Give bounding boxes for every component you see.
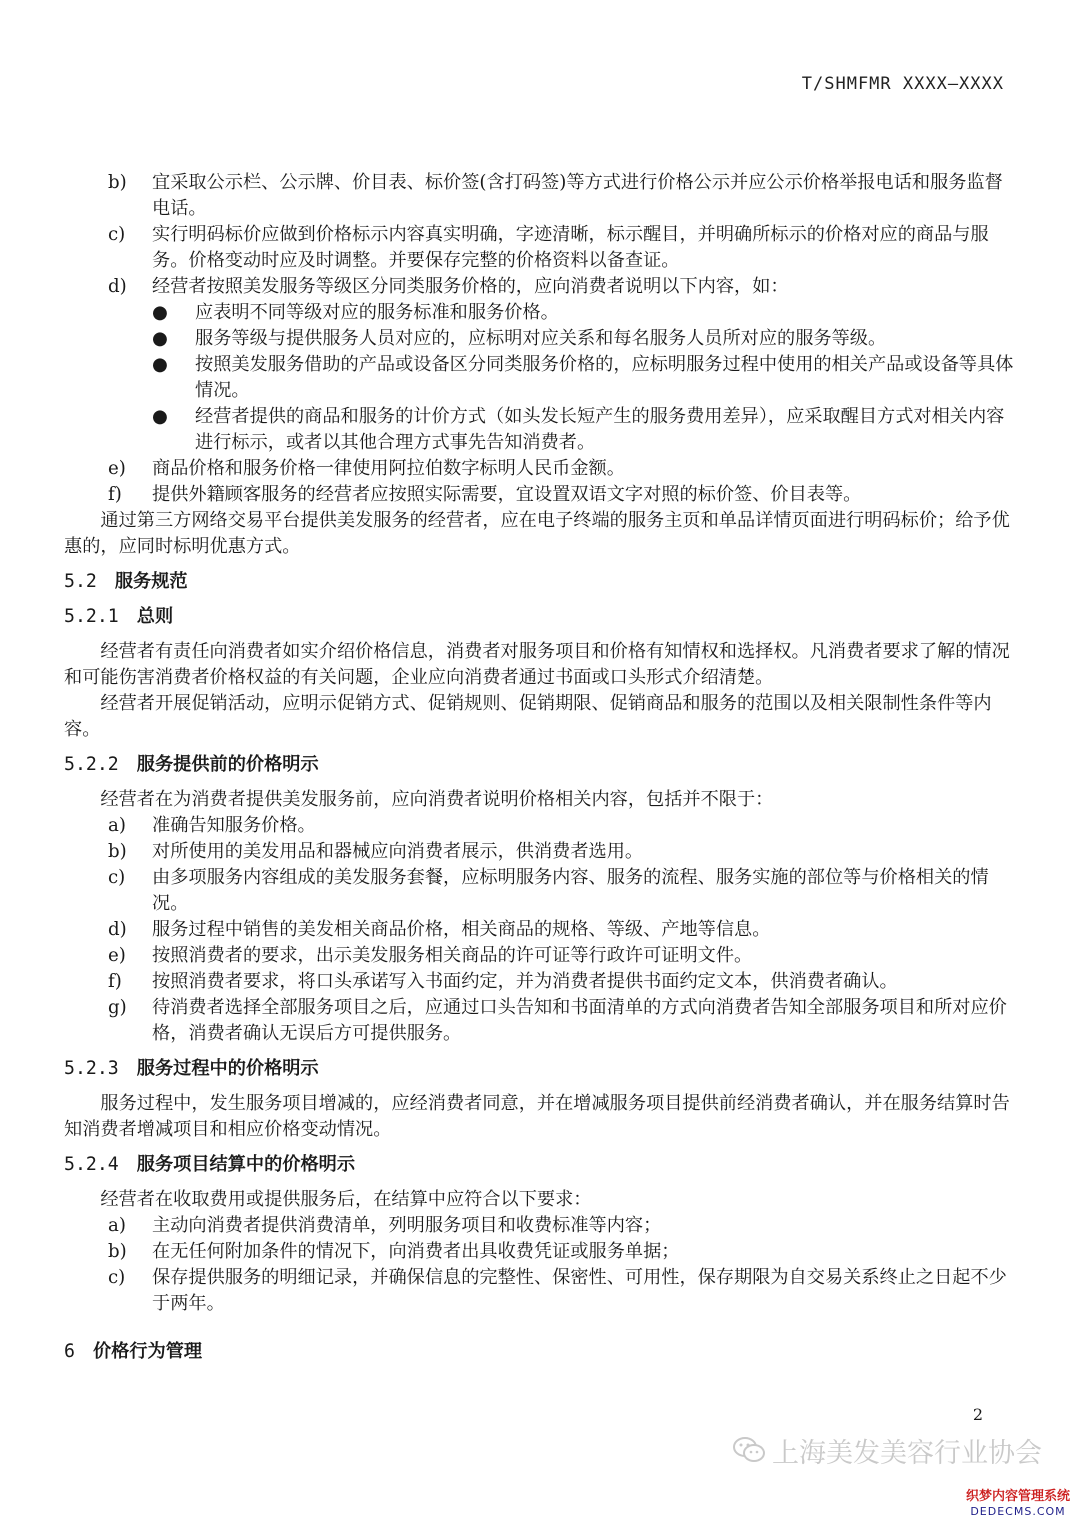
bullet-text: 按照美发服务借助的产品或设备区分同类服务价格的，应标明服务过程中使用的相关产品或设备等具体情况。 [195,354,1014,401]
list-item [64,456,1016,482]
item-text: 保存提供服务的明细记录，并确保信息的完整性、保密性、可用性，保存期限为自交易关系终止之日起不少于两年。 [152,1267,1007,1314]
item-mark: e) [108,945,126,966]
section-heading-5-2-1 [64,604,1016,630]
item-text: 经营者按照美发服务等级区分同类服务价格的，应向消费者说明以下内容，如： [152,276,789,297]
document-code: T/SHMFMR XXXX—XXXX [801,74,1004,94]
paragraph-online-platform: 通过第三方网络交易平台提供美发服务的经营者，应在电子终端的服务主页和单品详情页面进行明码标价；给予优惠的，应同时标明优惠方式。 [64,510,1010,557]
item-text: 由多项服务内容组成的美发服务套餐，应标明服务内容、服务的流程、服务实施的部位等与价格相关的情况。 [152,867,989,914]
bullet-item [64,326,1016,352]
list-item [64,917,1016,943]
item-text: 在无任何附加条件的情况下，向消费者出具收费凭证或服务单据； [152,1241,680,1262]
list-item [64,1265,1016,1317]
section-heading-5-2-2 [64,752,1016,778]
item-mark: f) [108,971,122,992]
item-text: 准确告知服务价格。 [152,815,316,836]
bullet-icon: ● [152,354,168,375]
corner-mark-title: 织梦内容管理系统 [965,1489,1070,1504]
list-item [64,995,1016,1047]
item-text: 服务过程中销售的美发相关商品价格，相关商品的规格、等级、产地等信息。 [152,919,771,940]
section-heading-6 [64,1339,1016,1365]
bullet-item [64,300,1016,326]
list-item [64,865,1016,917]
paragraph: 服务过程中，发生服务项目增减的，应经消费者同意，并在增减服务项目提供前经消费者确认，并在服务结算时告知消费者增减项目和相应价格变动情况。 [64,1093,1010,1140]
list-item [64,943,1016,969]
page-number: 2 [972,1405,983,1424]
item-text: 待消费者选择全部服务项目之后，应通过口头告知和书面清单的方式向消费者告知全部服务项目和所对应价格，消费者确认无误后方可提供服务。 [152,997,1007,1044]
bullet-icon: ● [152,328,168,349]
bullet-item [64,404,1016,456]
item-text: 商品价格和服务价格一律使用阿拉伯数字标明人民币金额。 [152,458,625,479]
section-title: 服务过程中的价格明示 [136,1058,319,1079]
list-item [64,839,1016,865]
bullet-text: 应表明不同等级对应的服务标准和服务价格。 [195,302,559,323]
corner-site-mark [962,1487,1074,1521]
list-item [64,482,1016,508]
section-number: 5.2.4 [64,1154,119,1175]
item-text: 实行明码标价应做到价格标示内容真实明确，字迹清晰，标示醒目，并明确所标示的价格对应的商品与服务。价格变动时应及时调整。并要保存完整的价格资料以备查证。 [152,224,989,271]
item-text: 对所使用的美发用品和器械应向消费者展示，供消费者选用。 [152,841,644,862]
section-heading-5-2-3 [64,1056,1016,1082]
section-number: 5.2.3 [64,1058,119,1079]
item-mark: f) [108,484,122,505]
list-item [64,813,1016,839]
section-title: 总则 [136,606,174,627]
list-item [64,969,1016,995]
document-body [64,170,1016,1374]
item-mark: d) [108,919,127,940]
wechat-icon [732,1435,766,1465]
item-mark: c) [108,224,126,245]
section-number: 5.2.2 [64,754,119,775]
item-text: 按照消费者要求，将口头承诺写入书面约定，并为消费者提供书面约定文本，供消费者确认。 [152,971,898,992]
item-mark: g) [108,997,127,1018]
list-item [64,1239,1016,1265]
item-mark: a) [108,815,126,836]
paragraph: 经营者在收取费用或提供服务后，在结算中应符合以下要求： [100,1189,592,1210]
section-title: 服务规范 [114,571,188,592]
section-number: 5.2.1 [64,606,119,627]
list-item [64,222,1016,274]
section-number: 6 [64,1341,75,1362]
item-mark: b) [108,841,127,862]
paragraph: 经营者开展促销活动，应明示促销方式、促销规则、促销期限、促销商品和服务的范围以及相关限制性条件等内容。 [64,693,992,740]
list-item [64,274,1016,300]
item-mark: a) [108,1215,126,1236]
list-item [64,1213,1016,1239]
section-heading-5-2 [64,569,1016,595]
bullet-icon: ● [152,302,168,323]
section-number: 5.2 [64,571,97,592]
section-title: 服务提供前的价格明示 [136,754,319,775]
item-mark: e) [108,458,126,479]
item-text: 按照消费者的要求，出示美发服务相关商品的许可证等行政许可证明文件。 [152,945,753,966]
item-text: 主动向消费者提供消费清单，列明服务项目和收费标准等内容； [152,1215,662,1236]
watermark-text: 上海美发美容行业协会 [772,1437,1042,1469]
corner-mark-domain: DEDECMS.COM [970,1505,1066,1518]
bullet-item [64,352,1016,404]
item-mark: c) [108,867,126,888]
section-heading-5-2-4 [64,1152,1016,1178]
bullet-text: 经营者提供的商品和服务的计价方式（如头发长短产生的服务费用差异），应采取醒目方式对相关内容进行标示，或者以其他合理方式事先告知消费者。 [195,406,1005,453]
watermark [732,1432,1042,1468]
item-text: 提供外籍顾客服务的经营者应按照实际需要，宜设置双语文字对照的标价签、价目表等。 [152,484,862,505]
item-mark: d) [108,276,127,297]
item-mark: b) [108,172,127,193]
paragraph: 经营者有责任向消费者如实介绍价格信息，消费者对服务项目和价格有知情权和选择权。凡消费者要求了解的情况和可能伤害消费者价格权益的有关问题，企业应向消费者通过书面或口头形式介绍清楚。 [64,641,1010,688]
section-title: 服务项目结算中的价格明示 [136,1154,356,1175]
section-title: 价格行为管理 [92,1341,203,1362]
paragraph: 经营者在为消费者提供美发服务前，应向消费者说明价格相关内容，包括并不限于： [100,789,774,810]
list-item [64,170,1016,222]
item-mark: c) [108,1267,126,1288]
item-text: 宜采取公示栏、公示牌、价目表、标价签(含打码签)等方式进行价格公示并应公示价格举报电话和服务监督电话。 [152,172,1003,219]
item-mark: b) [108,1241,127,1262]
bullet-text: 服务等级与提供服务人员对应的，应标明对应关系和每名服务人员所对应的服务等级。 [195,328,887,349]
bullet-icon: ● [152,406,168,427]
